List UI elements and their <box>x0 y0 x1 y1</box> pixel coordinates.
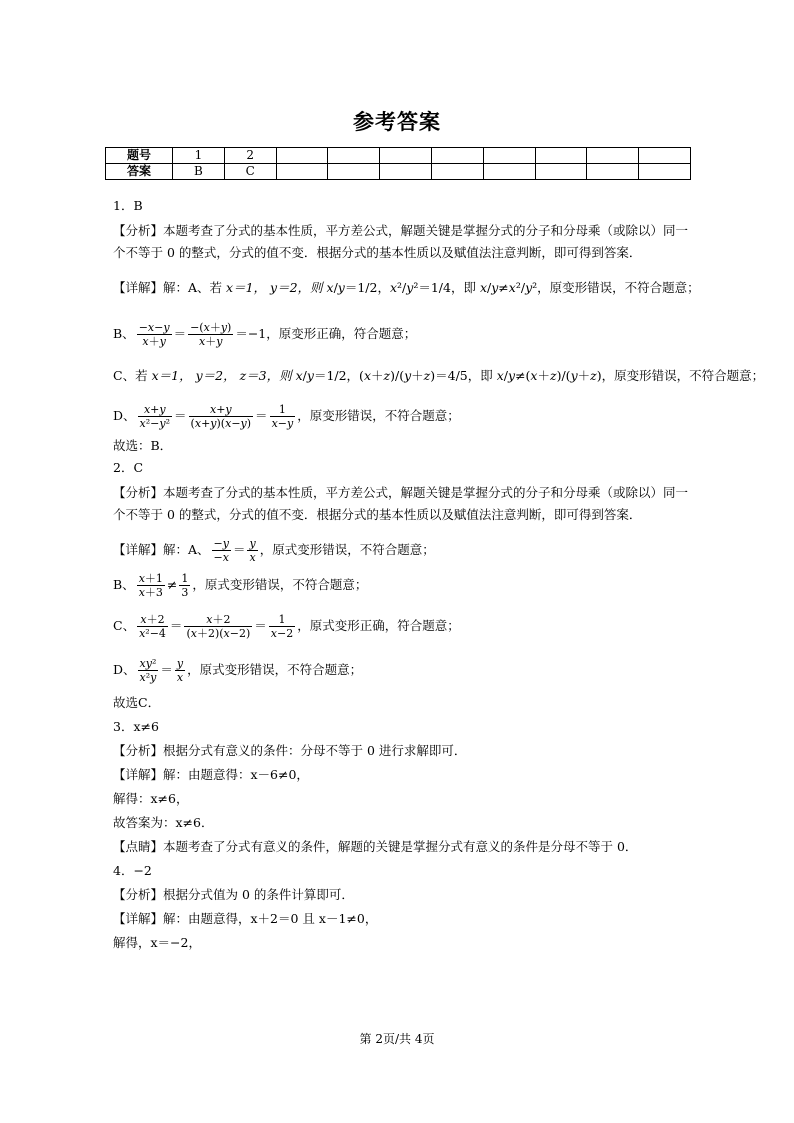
q1-detail-a: 【详解】解：A、若 x＝1， y＝2，则 x/y＝1/2，x²/y²＝1/4，即 x/y≠x²/y²，原变形错误，不符合题意； <box>113 280 700 295</box>
q1-analysis: 【分析】本题考查了分式的基本性质，平方差公式，解题关键是掌握分式的分子和分母乘（或除以）同一个不等于 0 的整式，分式的值不变．根据分式的基本性质以及赋值法注意判断，即可得到答案． <box>113 223 689 260</box>
q3-heading: 3．x≠6 <box>113 719 159 734</box>
q1-detail-a-y: y＝2，则 <box>270 280 323 295</box>
q3-solve: 解得：x≠6， <box>113 791 189 806</box>
table-cell <box>639 148 691 164</box>
table-cell <box>483 148 535 164</box>
q1-detail-a-prefix: 【详解】解：A、若 <box>113 280 223 295</box>
q2-analysis: 【分析】本题考查了分式的基本性质，平方差公式，解题关键是掌握分式的分子和分母乘（或除以）同一个不等于 0 的整式，分式的值不变．根据分式的基本性质以及赋值法注意判断，即可得到答案． <box>113 485 689 522</box>
table-cell: C <box>224 164 276 180</box>
q2-conclusion: 故选C． <box>113 695 161 710</box>
q2-detail-a-tail: ，原式变形错误，不符合题意； <box>259 542 435 557</box>
table-cell <box>328 148 380 164</box>
page-title: 参考答案 <box>353 110 441 134</box>
table-cell <box>535 164 587 180</box>
table-cell: 2 <box>224 148 276 164</box>
q1-detail-c: C、若 x＝1， y＝2， z＝3，则 x/y＝1/2，(x＋z)/(y＋z)＝4/5，即 x/y≠(x＋z)/(y＋z)，原变形错误，不符合题意； <box>113 368 765 383</box>
q4-analysis: 【分析】根据分式值为 0 的条件计算即可． <box>113 887 354 902</box>
q3-analysis: 【分析】根据分式有意义的条件：分母不等于 0 进行求解即可． <box>113 743 467 758</box>
q4-heading: 4．−2 <box>113 863 152 878</box>
q1-heading: 1．B <box>113 198 143 213</box>
table-cell: B <box>173 164 225 180</box>
table-cell <box>431 164 483 180</box>
q2-detail-d: D、 $\frac{\text{xy²}}{\text{x²y}}$ ＝ $\frac{y}{x}$ ，原式变形错误，不符合题意； <box>113 657 363 684</box>
q4-detail: 【详解】解：由题意得，x＋2＝0 且 x－1≠0， <box>113 911 378 926</box>
page-footer: 第 2页/共 4页 <box>359 1032 435 1046</box>
table-cell: 答案 <box>106 164 173 180</box>
table-row-answer <box>106 164 691 180</box>
q1-detail-d: D、 $\frac{x+y}{\text{x²−y²}}$ ＝ $\frac{x+y}{(x+y)(x-y)}$ ＝ $\frac{1}{x-y}$ ，原变形错误，不符合题意； <box>113 403 460 430</box>
table-cell <box>587 148 639 164</box>
q1-detail-b: B、 $\frac{-x-y}{x+y}$ ＝ $\frac{-(x+y)}{x+y}$ ＝−1，原变形正确，符合题意； <box>113 321 417 348</box>
table-cell <box>431 148 483 164</box>
table-cell <box>483 164 535 180</box>
q2-detail-c-tail: ，原式变形正确，符合题意； <box>297 618 460 633</box>
q1-detail-c-prefix: C、若 <box>113 368 148 383</box>
q2-detail-c: C、 $\frac{x+2}{\text{x²−4}}$ ＝ $\frac{x+2}{(x+2)(x-2)}$ ＝ $\frac{1}{x-2}$ ，原式变形正确，符合题意； <box>113 613 460 640</box>
table-cell <box>380 164 432 180</box>
q2-detail-b: B、 $\frac{x+1}{x+3}$ ≠ $\frac{1}{3}$ ，原式变形错误，不符合题意； <box>113 572 368 599</box>
q2-detail-b-tail: ，原式变形错误，不符合题意； <box>192 577 368 592</box>
q1-detail-a-x: x＝1， <box>226 280 267 295</box>
table-cell <box>535 148 587 164</box>
q1-detail-b-tail: ，原变形正确，符合题意； <box>266 326 417 341</box>
q1-conclusion: 故选：B． <box>113 438 173 453</box>
table-cell <box>639 164 691 180</box>
q3-comment: 【点睛】本题考查了分式有意义的条件，解题的关键是掌握分式有意义的条件是分母不等于 0． <box>113 839 638 854</box>
table-cell: 题号 <box>106 148 173 164</box>
table-cell <box>328 164 380 180</box>
q2-heading: 2．C <box>113 460 144 475</box>
q2-detail-a-prefix: 【详解】解：A、 <box>113 542 210 557</box>
q4-solve: 解得，x＝−2， <box>113 935 201 950</box>
q1-detail-d-tail: ，原变形错误，不符合题意； <box>297 408 460 423</box>
table-cell: 1 <box>173 148 225 164</box>
table-row-number <box>106 148 691 164</box>
answer-table <box>105 147 691 180</box>
q1-detail-c-z: z＝3，则 <box>239 368 292 383</box>
q3-detail: 【详解】解：由题意得：x－6≠0， <box>113 767 309 782</box>
q1-detail-c-y: y＝2， <box>195 368 236 383</box>
q1-detail-c-tail: ，原变形错误，不符合题意； <box>601 368 765 383</box>
table-cell <box>276 164 328 180</box>
q1-detail-c-x: x＝1， <box>151 368 192 383</box>
q1-detail-a-tail: ，原变形错误，不符合题意； <box>537 280 700 295</box>
table-cell <box>276 148 328 164</box>
q3-answer: 故答案为：x≠6． <box>113 815 214 830</box>
q2-detail-a: 【详解】解：A、 $\frac{-y}{-x}$ ＝ $\frac{y}{x}$ ，原式变形错误，不符合题意； <box>113 537 435 564</box>
q2-detail-d-tail: ，原式变形错误，不符合题意； <box>187 662 363 677</box>
table-cell <box>380 148 432 164</box>
table-cell <box>587 164 639 180</box>
